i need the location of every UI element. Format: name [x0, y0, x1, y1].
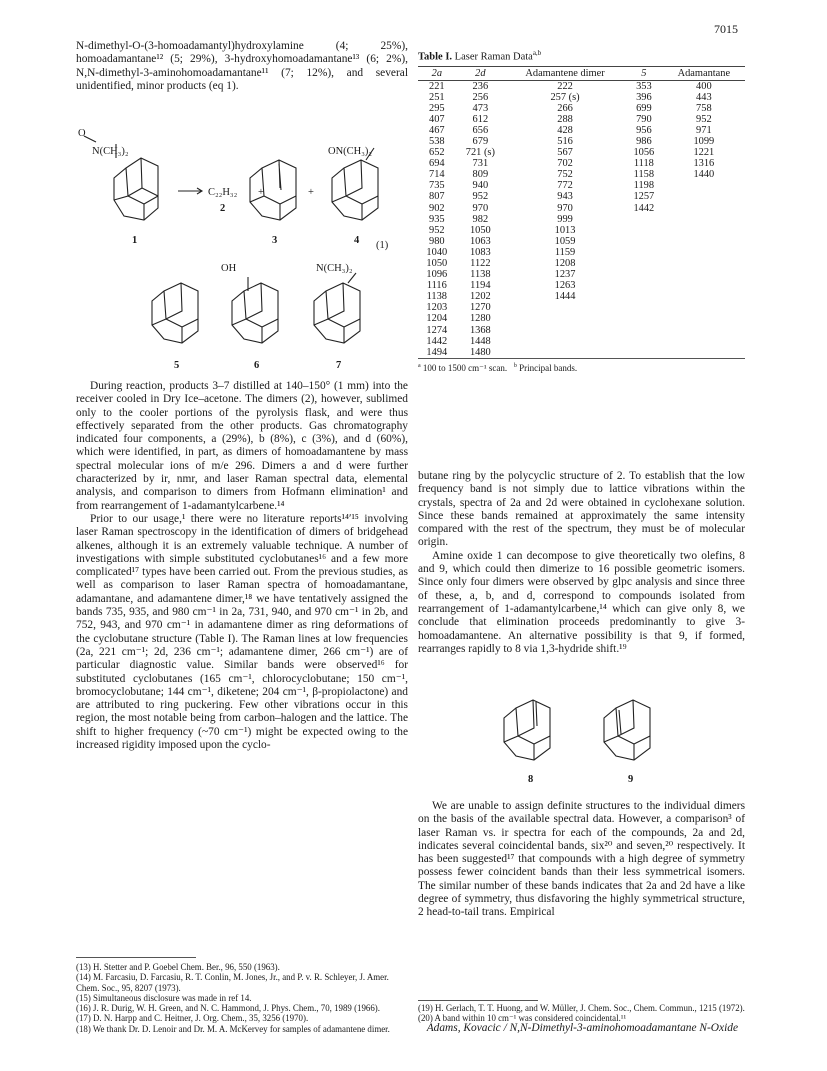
header-2a: 2a — [418, 66, 456, 80]
table-cell: 612 — [472, 113, 489, 125]
table-cell: 1263 — [554, 280, 576, 292]
header-adamantene-dimer: Adamantene dimer — [505, 66, 625, 80]
table-cell: 1208 — [554, 258, 576, 269]
table-cell — [663, 269, 745, 280]
table-cell — [625, 247, 663, 258]
table-cell: 353 — [636, 80, 652, 92]
table-cell: 251 — [429, 91, 445, 103]
table-cell: 567 — [557, 147, 573, 159]
table-cell: 400 — [696, 80, 712, 92]
table-cell: 970 — [472, 202, 489, 214]
table-cell — [663, 336, 745, 347]
table-cell — [663, 291, 745, 302]
table-cell — [625, 291, 663, 302]
table-cell — [625, 336, 663, 347]
table-footnote-a: 100 to 1500 cm⁻¹ scan. — [422, 362, 508, 373]
table-cell: 1448 — [469, 335, 491, 347]
footnote-14: (14) M. Farcasiu, D. Farcasiu, R. T. Conlin, M. Jones, Jr., and P. v. R. Schleyer, J. Amer. Chem. Soc., 95, 8207 (1973). — [76, 972, 389, 993]
table-cell — [625, 236, 663, 247]
table-cell: 288 — [557, 113, 573, 125]
table-cell: 652 — [429, 147, 445, 159]
table-cell: 1050 — [469, 224, 491, 236]
table-cell: 1083 — [469, 246, 491, 258]
table-cell — [663, 302, 745, 313]
table-cell: 1059 — [554, 235, 576, 247]
table-cell: 1440 — [693, 169, 715, 181]
label-4: 4 — [354, 235, 360, 246]
formula-2: C₂₂H₃₂ — [208, 187, 238, 198]
label-2: 2 — [220, 203, 226, 214]
table-cell — [625, 269, 663, 280]
table-row — [418, 347, 745, 358]
label-5: 5 — [174, 360, 180, 371]
table-cell — [663, 180, 745, 191]
structure-7 — [314, 273, 360, 343]
table-footnote-b: Principal bands. — [519, 362, 578, 373]
footnote-20: (20) A band within 10 cm⁻¹ was considered coincidental.¹¹ — [418, 1013, 627, 1024]
table-cell: 1063 — [469, 235, 491, 247]
table-cell: 956 — [636, 124, 652, 136]
table-row — [418, 269, 745, 280]
right-column-top — [418, 470, 745, 656]
table-cell: 935 — [429, 213, 445, 225]
table-cell: 902 — [429, 202, 445, 214]
table-cell — [663, 214, 745, 225]
table-row — [418, 313, 745, 324]
table-cell: 396 — [636, 91, 652, 103]
table-cell: 1116 — [426, 280, 447, 292]
table-row — [418, 214, 745, 225]
table-cell: 1050 — [426, 258, 448, 269]
table-cell: 1316 — [693, 158, 715, 170]
table-cell: 1274 — [426, 324, 448, 336]
table-cell — [663, 325, 745, 336]
label-9: 9 — [628, 774, 634, 785]
header-2d: 2d — [456, 66, 505, 80]
table-cell: 1494 — [426, 346, 448, 358]
header-adamantane: Adamantane — [663, 66, 745, 80]
table-cell — [625, 325, 663, 336]
table-cell: 236 — [472, 80, 489, 92]
running-footer: Adams, Kovacic / N,N-Dimethyl-3-aminohomoadamantane N-Oxide — [426, 1022, 738, 1034]
label-7: 7 — [336, 360, 342, 371]
table-cell: 656 — [472, 124, 489, 136]
substituent-6: OH — [221, 263, 237, 274]
table-cell: 999 — [557, 213, 573, 225]
table-cell: 1203 — [426, 302, 448, 314]
table-cell: 1138 — [470, 269, 491, 281]
table-row — [418, 92, 745, 103]
right-para-3: We are unable to assign definite structures to the individual dimers on the basis of the available spectral data. However, a comparison³ of laser Raman vs. ir spectra for each of the compounds, 2a and 2d, indicates several coincidental bands, six²⁰ and seven,²⁰ respectively. It has been suggested¹⁷ that compounds with a high degree of symmetry possess fewer coincident bands than their less symmetrical isomers. The similar number of these bands indicates that 2a and 2d have a like degree of symmetry, thus disfavoring the highly symmetrical structure, 2 head-to-tail trans. Empirical — [418, 800, 745, 919]
table-row — [418, 136, 745, 147]
label-8: 8 — [528, 774, 534, 785]
table-cell: 1221 — [693, 147, 715, 159]
table-cell — [505, 325, 625, 336]
table-cell — [625, 225, 663, 236]
table-cell: 1480 — [469, 346, 491, 358]
left-column-body — [76, 380, 408, 752]
footnote-rule-left — [76, 957, 196, 958]
table-cell: 428 — [557, 124, 573, 136]
table-cell: 1099 — [693, 135, 715, 147]
footnote-rule-right — [418, 1000, 538, 1001]
table-cell: 1204 — [426, 313, 448, 325]
substituent-o: O — [78, 128, 86, 139]
table-cell: 221 — [429, 80, 445, 92]
left-column-top — [76, 40, 408, 93]
footnote-16: (16) J. R. Durig, W. H. Green, and N. C. Hammond, J. Phys. Chem., 70, 1989 (1966). — [76, 1003, 380, 1014]
table-cell: 1444 — [554, 291, 576, 303]
substituent-4: ON(CH₃)₂ — [328, 146, 373, 157]
table-row — [418, 247, 745, 258]
table-cell: 1198 — [633, 180, 655, 192]
table-cell: 679 — [472, 135, 489, 147]
footnote-19: (19) H. Gerlach, T. T. Huong, and W. Müller, J. Chem. Soc., Chem. Commun., 1215 (1972). — [418, 1003, 745, 1013]
table-cell — [663, 280, 745, 291]
table-row — [418, 203, 745, 214]
table-row — [418, 103, 745, 114]
table-row — [418, 158, 745, 169]
table-cell: 1202 — [469, 291, 491, 303]
table-row — [418, 80, 745, 92]
table-cell: 694 — [429, 158, 445, 170]
table-row — [418, 258, 745, 269]
table-cell: 1122 — [470, 258, 491, 269]
table-cell: 443 — [696, 91, 712, 103]
footnotes-left — [76, 962, 408, 1034]
table-cell — [663, 247, 745, 258]
table-cell: 1280 — [469, 313, 491, 325]
table-cell: 699 — [636, 102, 652, 114]
equation-number: (1) — [376, 240, 389, 251]
table-cell: 943 — [557, 191, 573, 203]
table-cell: 1158 — [633, 169, 655, 181]
page-number: 7015 — [714, 22, 738, 36]
table-row — [418, 280, 745, 291]
table-cell — [663, 225, 745, 236]
table-cell: 971 — [696, 124, 712, 136]
reaction-scheme — [76, 128, 408, 378]
table-cell: 980 — [429, 235, 445, 247]
footnote-17: (17) D. N. Harpp and C. Heitner, J. Org. Chem., 35, 3256 (1970). — [76, 1013, 309, 1024]
structure-4 — [332, 148, 378, 220]
table-cell: 1442 — [426, 335, 448, 347]
table-cell — [625, 313, 663, 324]
table-cell: 758 — [696, 102, 712, 114]
substituent-7: N(CH₃)₂ — [316, 263, 353, 274]
right-para-2: Amine oxide 1 can decompose to give theoretically two olefins, 8 and 9, which could then dimerize to 16 possible geometric isomers. Since only four dimers were observed by glpc analysis and since three of these, a, b, and d, correspond to compounds isolated from rearrangement of 1-adamantylcarbene,¹⁴ which can give only 8, we conclude that elimination proceeds predominantly to give 3-homoadamantene. An alternative possibility is that 9, if formed, rearranges rapidly to 8 via 1,3-hydride shift.¹⁹ — [418, 549, 745, 655]
table-row — [418, 325, 745, 336]
substituent-n-1: N(CH₃)₂ — [92, 146, 129, 157]
table-cell: 1096 — [426, 269, 448, 281]
table-cell: 1138 — [426, 291, 448, 303]
left-para-1: N-dimethyl-O-(3-homoadamantyl)hydroxylamine (4; 25%), homoadamantane¹² (5; 29%), 3-hydroxyhomoadamantane¹³ (6; 2%), N,N-dimethyl-3-aminohomoadamantane¹¹ (7; 12%), and several unidentified, minor products (eq 1). — [76, 40, 408, 92]
table-cell — [663, 191, 745, 202]
table-cell: 473 — [472, 102, 489, 114]
table-cell: 1194 — [470, 280, 491, 292]
raman-table — [418, 49, 745, 374]
table-cell: 982 — [472, 213, 489, 225]
table-cell — [505, 302, 625, 313]
reaction-arrow — [178, 188, 202, 194]
table-cell — [625, 258, 663, 269]
table-footnotes: $^a$ 100 to 1500 cm⁻¹ scan. $^b$ Principal bands. — [418, 362, 578, 373]
table-cell: 516 — [557, 135, 573, 147]
left-para-2: During reaction, products 3–7 distilled at 140–150° (1 mm) into the receiver cooled in Dry Ice–acetone. The dimers (2), however, sublimed only to the cooler portions of the pyrolysis flask, and were thus effectively separated from the other products. Gas chromatography indicated four components, a (29%), b (8%), c (3%), and d (60%), which were identified, in part, as dimers of homoadamantene by mass spectral molecular ions of m/e 296. Dimers a and d were further characterized by ir, nmr, and laser Raman spectral data, elemental analysis, and comparison to dimers from Hofmann elimination¹ and from rearrangement of 1-adamantylcarbene.¹⁴ — [76, 380, 408, 512]
table-cell: 257 (s) — [550, 91, 580, 103]
plus-sign-1: + — [258, 187, 264, 198]
table-cell — [625, 302, 663, 313]
table-row — [418, 125, 745, 136]
table-cell: 790 — [636, 113, 652, 125]
table-cell: 1442 — [633, 202, 655, 214]
table-cell: 721 (s) — [465, 147, 495, 159]
table-row — [418, 169, 745, 180]
right-column-body — [418, 800, 745, 920]
table-cell: 1237 — [554, 269, 576, 281]
left-para-3: Prior to our usage,¹ there were no literature reports¹⁴ʹ¹⁵ involving laser Raman spectroscopy in the identification of dimers of bridgehead alkenes, although it is an extremely valuable technique. A number of investigations with simple substituted cyclobutanes¹⁶ and a few more complicated¹⁷ types have been carried out. From the previous studies, as well as comparison to laser Raman spectra of homoadamantane, adamantane, and adamantene dimer,¹⁸ we have tentatively assigned the bands 735, 935, and 980 cm⁻¹ in 2a, 731, 940, and 970 cm⁻¹ in 2b, and 752, 943, and 970 cm⁻¹ in adamantene dimer as ring deformations of the cyclobutane structure (Table I). The Raman lines at low frequencies (2a, 221 cm⁻¹; 2d, 236 cm⁻¹; adamantene dimer, 266 cm⁻¹) are of particular diagnostic value. Similar bands were observed¹⁶ for substituted cyclobutanes (165 cm⁻¹, chlorocyclobutane; 150 cm⁻¹, bromocyclobutane; 144 cm⁻¹, diketene; 204 cm⁻¹, β-propiolactone) and are attributed to ring puckering. Few other vibrations occur in this region, the most notable being from carbon–halogen and the lattice. The shift to higher frequency (~70 cm⁻¹) might be expected owing to the increased rigidity imposed upon the cyclo- — [76, 512, 408, 752]
table-row — [418, 180, 745, 191]
table-row — [418, 336, 745, 347]
label-1: 1 — [132, 235, 138, 246]
table-cell: 407 — [429, 113, 445, 125]
table-row — [418, 291, 745, 302]
structure-9 — [604, 700, 650, 760]
table-cell: 952 — [429, 224, 445, 236]
table-row — [418, 225, 745, 236]
table-cell — [625, 214, 663, 225]
header-5: 5 — [625, 66, 663, 80]
table-cell: 1040 — [426, 246, 448, 258]
table-cell: 538 — [429, 135, 445, 147]
table-cell — [505, 336, 625, 347]
table-cell: 714 — [429, 169, 445, 181]
plus-sign-2: + — [308, 187, 314, 198]
table-cell — [505, 347, 625, 358]
footnote-18: (18) We thank Dr. D. Lenoir and Dr. M. A. McKervey for samples of adamantene dimer. — [76, 1023, 390, 1034]
structure-5 — [152, 283, 198, 343]
table-row — [418, 114, 745, 125]
table-cell: 1257 — [633, 191, 655, 203]
table-cell: 809 — [472, 169, 489, 181]
structure-3 — [250, 160, 296, 220]
table-cell: 952 — [472, 191, 489, 203]
table-cell: 1270 — [469, 302, 491, 314]
label-3: 3 — [272, 235, 278, 246]
table-cell: 1368 — [469, 324, 491, 336]
table-cell: 1013 — [554, 224, 576, 236]
table-cell: 752 — [557, 169, 573, 181]
table-cell: 772 — [557, 180, 573, 192]
label-6: 6 — [254, 360, 260, 371]
table-cell: 735 — [429, 180, 445, 192]
table-cell: 702 — [557, 158, 573, 170]
structure-1 — [114, 158, 158, 220]
table-cell: 731 — [472, 158, 489, 170]
structure-6 — [232, 277, 278, 343]
table-cell: 952 — [696, 113, 712, 125]
footnote-15: (15) Simultaneous disclosure was made in ref 14. — [76, 992, 252, 1003]
table-caption: Table I. Laser Raman Data$^{a,b}$ — [418, 49, 542, 63]
footnotes-right — [418, 1003, 745, 1024]
table-cell — [663, 203, 745, 214]
table-cell: 1056 — [633, 147, 655, 159]
right-para-1: butane ring by the polycyclic structure of 2. To establish that the low frequency band is not simply due to lattice vibrations within the crystals, spectra of 2a and 2d were obtained in cyclohexane solution. Since these bands remained at approximately the same intensity compared with the rest of the spectrum, they must be of molecular origin. — [418, 470, 745, 549]
table-row — [418, 236, 745, 247]
table-row — [418, 147, 745, 158]
structure-8 — [504, 700, 550, 760]
table-cell: 970 — [557, 202, 573, 214]
table-cell: 940 — [472, 180, 489, 192]
table-cell: 986 — [636, 135, 652, 147]
table-row — [418, 191, 745, 202]
table-cell: 256 — [472, 91, 489, 103]
table-cell: 1118 — [633, 158, 654, 170]
table-cell — [625, 280, 663, 291]
olefin-structures — [418, 690, 745, 800]
table-cell — [663, 236, 745, 247]
table-cell: 467 — [429, 124, 445, 136]
table-cell — [625, 347, 663, 358]
table-cell — [663, 313, 745, 324]
table-row — [418, 302, 745, 313]
table-cell: 807 — [429, 191, 445, 203]
table-cell: 295 — [429, 102, 445, 114]
table-cell — [663, 347, 745, 358]
table-cell: 266 — [557, 102, 573, 114]
table-cell — [505, 313, 625, 324]
table-cell: 1159 — [554, 246, 576, 258]
table-body — [418, 80, 745, 358]
footnote-13: (13) H. Stetter and P. Goebel Chem. Ber., 96, 550 (1963). — [76, 962, 280, 972]
table-cell: 222 — [557, 80, 573, 92]
table-cell — [663, 258, 745, 269]
